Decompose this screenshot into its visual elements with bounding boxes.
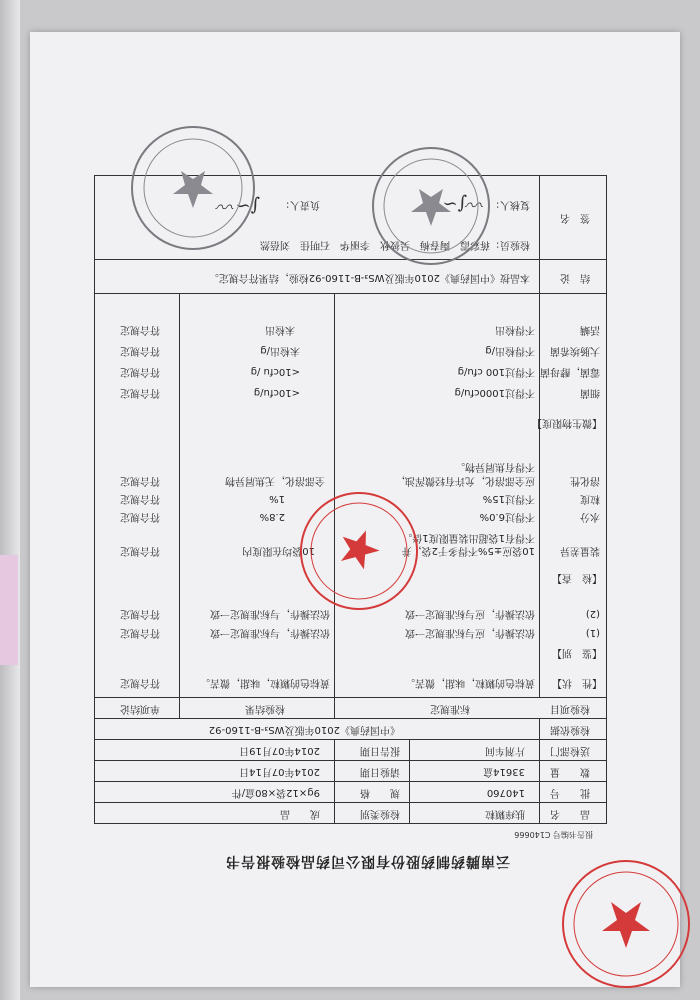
row-line: [94, 781, 607, 782]
mould-standard: 不得过100 cfu/g: [457, 366, 535, 377]
table-top-line: [94, 823, 607, 824]
mould-conclusion: 符合规定: [120, 366, 160, 377]
ident-2-conclusion: 符合规定: [120, 608, 160, 619]
quantity-label: 数 量: [550, 766, 590, 777]
spec-label: 规 格: [360, 787, 400, 798]
report-title: 云南腾药制药股份有限公司药品检验报告书: [225, 853, 510, 869]
bacteria-result: <10cfu/g: [253, 387, 300, 398]
row-line: [94, 293, 607, 294]
bacteria-conclusion: 符合规定: [120, 387, 160, 398]
ecoli-standard: 不得检出/g: [485, 345, 535, 356]
solubility-result: 全部溶化，无焦屑异物: [225, 475, 325, 486]
fill-conclusion: 符合规定: [120, 545, 160, 556]
seal-star-icon: [133, 128, 253, 248]
inspection-type-value: 成 品: [280, 808, 320, 819]
row-line: [94, 802, 607, 803]
ident-2-standard: 依法操作，应与标准规定一致: [405, 608, 535, 619]
quantity-value: 33614盒: [483, 766, 525, 777]
character-conclusion: 符合规定: [120, 677, 160, 688]
ecoli-conclusion: 符合规定: [120, 345, 160, 356]
basis-value: 《中国药典》2010年版及WS₃-B-1160-92: [208, 724, 400, 735]
mites-result: 未检出: [265, 324, 295, 335]
col-line: [334, 740, 335, 824]
character-section: 【性 状】: [552, 677, 602, 688]
inspectors-line: 检验员：蒋彩霞 陶春梅 吴彼秋 李丽华 石明佳 刘蓓然: [260, 239, 530, 250]
water-standard: 不得过6.0%: [479, 511, 535, 522]
row-line: [94, 697, 607, 698]
col-header-result: 检验结果: [245, 703, 285, 714]
ecoli-result: 未检出/g: [260, 345, 300, 356]
mites-standard: 不得检出: [495, 324, 535, 335]
water-label: 水分: [580, 511, 600, 522]
batch-label: 批 号: [550, 787, 590, 798]
character-standard: 黄棕色的颗粒，味甜，微苦。: [405, 677, 535, 688]
company-seal-stamp: [372, 147, 490, 265]
bacteria-standard: 不得过1000cfu/g: [454, 387, 535, 398]
water-conclusion: 符合规定: [120, 511, 160, 522]
dept-value: 片剂车间: [485, 745, 525, 756]
microbial-section: 【微生物限度】: [532, 417, 602, 428]
dept-label: 送检部门: [550, 745, 590, 756]
check-section: 【检 查】: [552, 572, 602, 583]
quality-seal-stamp: [131, 126, 255, 250]
request-date-value: 2014年07月14日: [239, 766, 320, 777]
col-line: [539, 294, 540, 698]
spec-value: 9g×12袋×80盒/件: [231, 787, 320, 798]
responsible-label: 负责人：: [280, 199, 320, 210]
request-date-label: 请验日期: [360, 766, 400, 777]
ident-1-label: (1): [585, 627, 600, 638]
col-header-conclusion: 单项结论: [120, 703, 160, 714]
conclusion-text: 本品按《中国药典》2010年版及WS₃-B-1160-92检验，结果符合规定。: [208, 272, 530, 283]
particle-standard: 不得过15%: [482, 493, 535, 504]
product-value: 肤痒颗粒: [485, 808, 525, 819]
seal-star-icon: [374, 149, 488, 263]
checker-label: 复核人：: [490, 199, 530, 210]
bacteria-label: 细菌: [580, 387, 600, 398]
ident-1-conclusion: 符合规定: [120, 627, 160, 638]
solubility-standard-1: 应全部溶化，允许有轻微浑浊，: [395, 475, 535, 486]
particle-label: 粒度: [580, 493, 600, 504]
ident-1-standard: 依法操作，应与标准规定一致: [405, 627, 535, 638]
row-line: [94, 739, 607, 740]
character-result: 黄棕色的颗粒，味甜，微苦。: [200, 677, 330, 688]
inspection-type-label: 检验类别: [360, 808, 400, 819]
col-header-standard: 标准规定: [430, 703, 470, 714]
basis-label: 检验依据: [550, 724, 590, 735]
batch-value: 140760: [486, 787, 525, 798]
red-star-icon: [564, 862, 688, 986]
ecoli-label: 大肠埃希菌: [550, 345, 600, 356]
signature-label: 签 名: [560, 212, 590, 223]
mites-label: 活螨: [580, 324, 600, 335]
row-line: [94, 760, 607, 761]
mould-label: 霉菌，酵母菌: [540, 366, 600, 377]
identification-section: 【鉴 别】: [552, 647, 602, 658]
col-line: [539, 176, 540, 294]
conclusion-label: 结 论: [560, 272, 590, 283]
fill-standard-2: 不得有1袋超出装量限度1倍。: [402, 532, 535, 543]
table-right-line: [94, 176, 95, 824]
solubility-label: 溶化性: [570, 475, 600, 486]
mites-conclusion: 符合规定: [120, 324, 160, 335]
fill-standard-1: 10袋应±5%不得多于2袋，并: [401, 545, 535, 556]
ident-1-result: 依法操作，与标准规定一致: [210, 627, 330, 638]
checker-signature: 〰︎∫∽: [442, 193, 485, 214]
row-line: [94, 259, 607, 260]
mould-result: <10cfu /g: [250, 366, 300, 377]
red-star-icon: [289, 481, 429, 621]
col-header-item: 检验项目: [550, 703, 590, 714]
report-number: 报告书编号 C140666: [514, 830, 593, 839]
row-line: [94, 718, 607, 719]
product-label: 品 名: [550, 808, 590, 819]
fill-result: 10袋均在限度内: [242, 545, 315, 556]
ident-2-result: 依法操作，与标准规定一致: [210, 608, 330, 619]
red-company-stamp: [287, 479, 432, 624]
red-quality-stamp: [562, 860, 690, 988]
report-date-value: 2014年07月19日: [239, 745, 320, 756]
table-left-line: [606, 176, 607, 824]
col-line: [409, 740, 410, 824]
report-date-label: 报告日期: [360, 745, 400, 756]
fill-label: 装量差异: [560, 545, 600, 556]
ident-2-label: (2): [585, 608, 600, 619]
particle-conclusion: 符合规定: [120, 493, 160, 504]
solubility-conclusion: 符合规定: [120, 475, 160, 486]
responsible-signature: ∫∽〰︎: [217, 195, 260, 216]
water-result: 2.8%: [259, 511, 285, 522]
col-line: [179, 294, 180, 719]
particle-result: 1%: [269, 493, 285, 504]
col-line: [539, 719, 540, 824]
solubility-standard-2: 不得有焦屑异物。: [455, 461, 535, 472]
